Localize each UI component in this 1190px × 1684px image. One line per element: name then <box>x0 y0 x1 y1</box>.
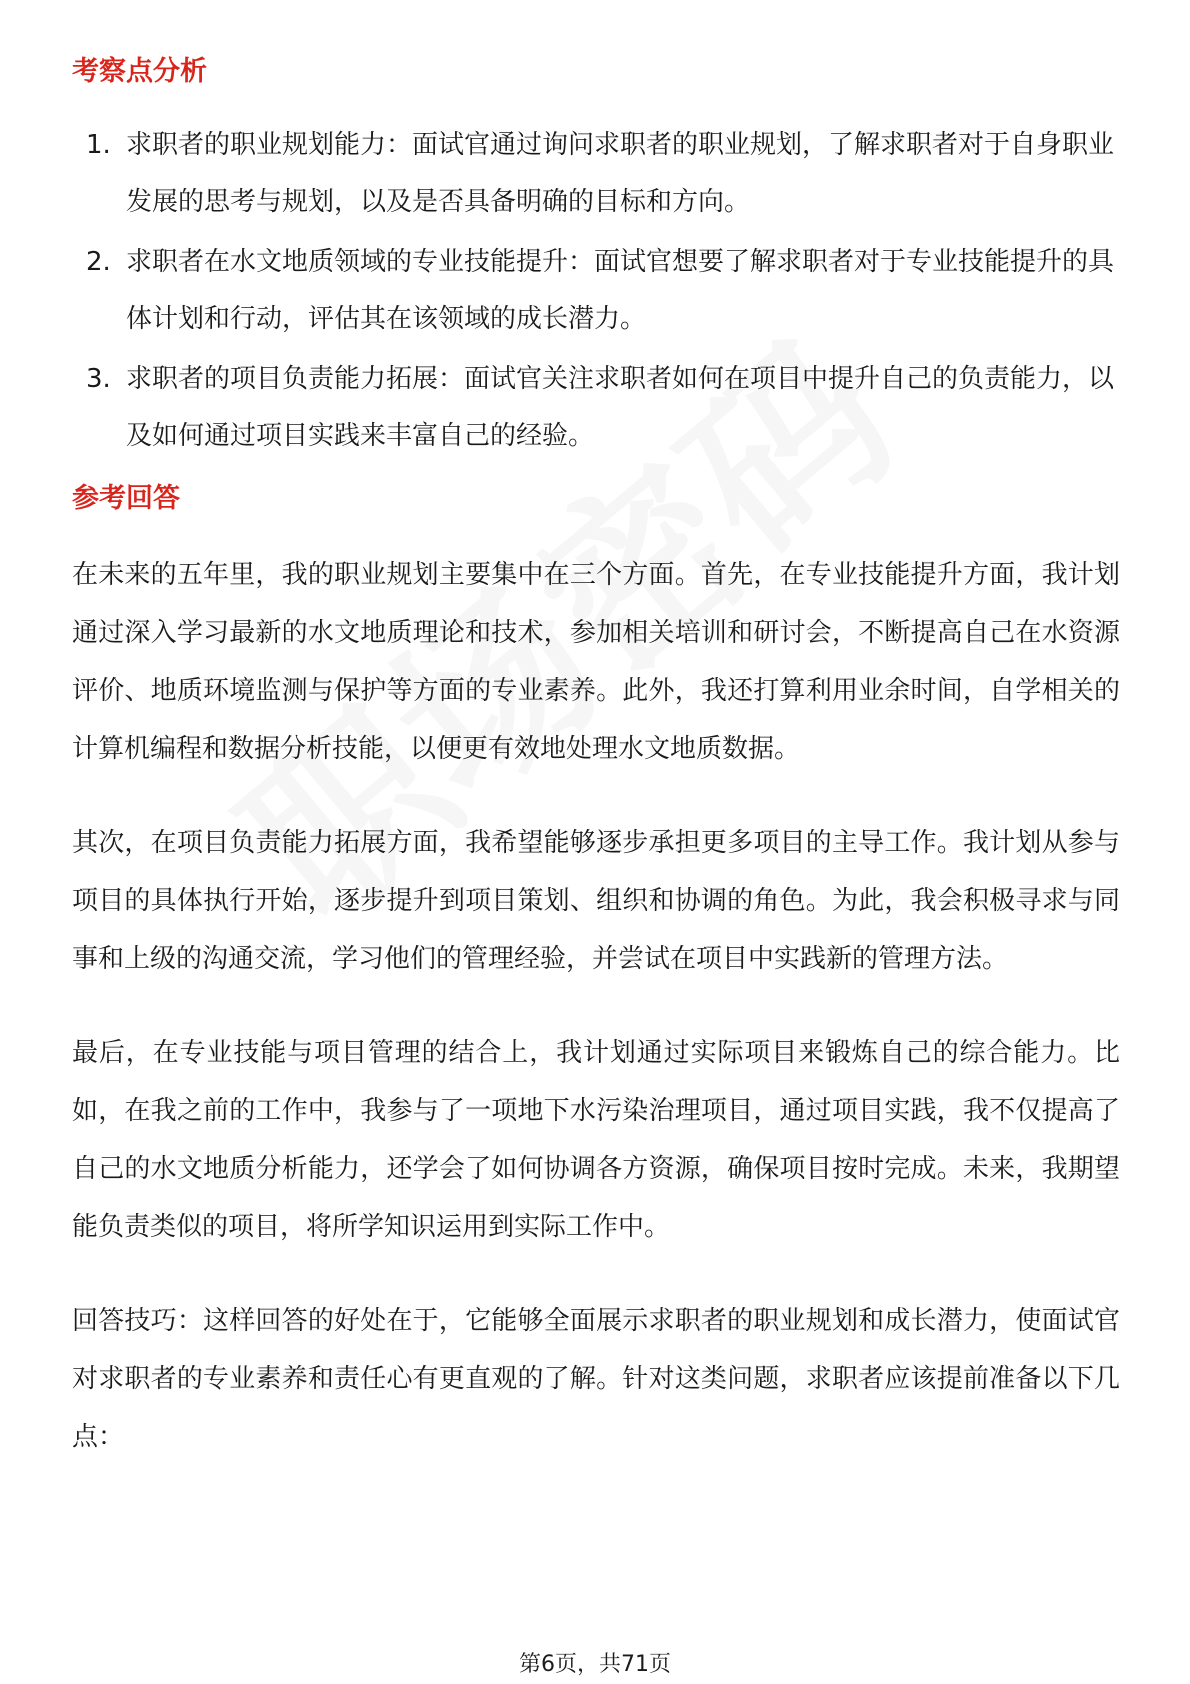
answer-paragraph: 最后，在专业技能与项目管理的结合上，我计划通过实际项目来锻炼自己的综合能力。比如，在我之前的工作中，我参与了一项地下水污染治理项目，通过项目实践，我不仅提高了自己的水文地质分析能力，还学会了如何协调各方资源，确保项目按时完成。未来，我期望能负责类似的项目，将所学知识运用到实际工作中。 <box>72 1038 1120 1242</box>
list-item-text: 求职者的职业规划能力：面试官通过询问求职者的职业规划，了解求职者对于自身职业发展的思考与规划，以及是否具备明确的目标和方向。 <box>126 130 1115 217</box>
list-item-number: 2. <box>86 247 111 277</box>
answer-paragraph: 其次，在项目负责能力拓展方面，我希望能够逐步承担更多项目的主导工作。我计划从参与项目的具体执行开始，逐步提升到项目策划、组织和协调的角色。为此，我会积极寻求与同事和上级的沟通交流，学习他们的管理经验，并尝试在项目中实践新的管理方法。 <box>72 828 1120 974</box>
list-item <box>72 351 1120 465</box>
section-title-answer: 参考回答 <box>72 483 180 514</box>
analysis-list <box>72 117 1120 465</box>
list-item <box>72 117 1120 231</box>
answer-paragraph: 在未来的五年里，我的职业规划主要集中在三个方面。首先，在专业技能提升方面，我计划通过深入学习最新的水文地质理论和技术，参加相关培训和研讨会，不断提高自己在水资源评价、地质环境监测与保护等方面的专业素养。此外，我还打算利用业余时间，自学相关的计算机编程和数据分析技能，以便更有效地处理水文地质数据。 <box>72 560 1120 764</box>
document-page <box>72 40 1120 1466</box>
page-number: 第6页，共71页 <box>519 1652 671 1677</box>
list-item-number: 1. <box>86 130 111 160</box>
answer-tips-paragraph: 回答技巧：这样回答的好处在于，它能够全面展示求职者的职业规划和成长潜力，使面试官对求职者的专业素养和责任心有更直观的了解。针对这类问题，求职者应该提前准备以下几点： <box>72 1306 1120 1452</box>
section-title-analysis: 考察点分析 <box>72 56 207 87</box>
list-item-number: 3. <box>86 364 111 394</box>
list-item-text: 求职者在水文地质领域的专业技能提升：面试官想要了解求职者对于专业技能提升的具体计划和行动，评估其在该领域的成长潜力。 <box>126 247 1115 334</box>
list-item-text: 求职者的项目负责能力拓展：面试官关注求职者如何在项目中提升自己的负责能力，以及如何通过项目实践来丰富自己的经验。 <box>126 364 1115 451</box>
list-item <box>72 234 1120 348</box>
